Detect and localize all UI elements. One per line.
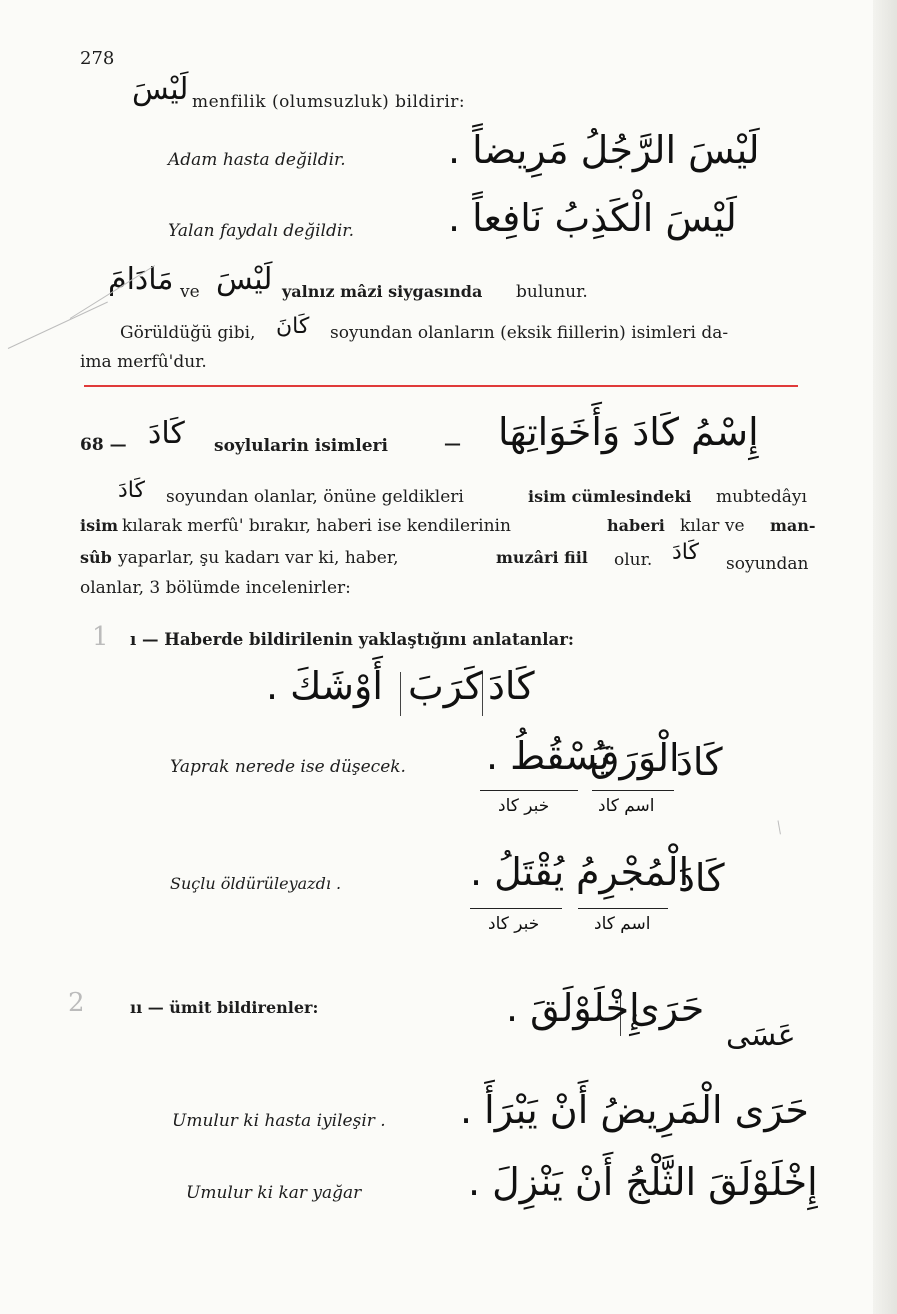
note-end: bulunur.: [516, 282, 588, 302]
sub1-ex1-noun-label: اسم كاد: [598, 796, 655, 816]
margin-mark-2: 2: [68, 988, 85, 1018]
para2-l3c: muzâri fiil: [496, 548, 588, 567]
para2-l2b: kılarak merfû' bırakır, haberi ise kendilerinin: [122, 516, 511, 536]
example-ar-1: لَيْسَ الرَّجُلُ مَرِيضاً .: [448, 128, 760, 172]
note-arabic-madame: مَادَامَ: [108, 262, 174, 297]
section-title: soylularin isimleri: [214, 436, 388, 456]
sub1-ex2-pred: يُقْتَلُ .: [470, 850, 565, 894]
para1-start: Görüldüğü gibi,: [120, 323, 256, 343]
para2-l3d: olur.: [614, 550, 653, 570]
red-underline: [84, 385, 798, 387]
sub2-ex1-ar: حَرَى الْمَرِيضُ أَنْ يَبْرَأَ .: [460, 1088, 809, 1132]
para2-l2c: haberi: [607, 516, 665, 535]
para1-middle: soyundan olanların (eksik fiillerin) isimleri da-: [330, 323, 729, 343]
pencil-tick: [778, 820, 781, 834]
para1-end: ima merfû'dur.: [80, 352, 207, 372]
sub1-ex1-pred-label: خبر كاد: [498, 796, 550, 816]
intro-text: menfilik (olumsuzluk) bildirir:: [192, 92, 466, 112]
section-dash: —: [444, 434, 461, 454]
para2-l3b: yaparlar, şu kadarı var ki, haber,: [118, 548, 399, 568]
section-arabic-title: إِسْمُ كَادَ وَأَخَوَاتِهَا: [498, 410, 759, 454]
para2-arabic-2: كَادَ: [672, 540, 699, 565]
divider: [400, 672, 401, 716]
para1-arabic: كَانَ: [276, 314, 310, 339]
example-tr-1: Adam hasta değildir.: [168, 150, 346, 170]
sub1-ex2-pred-label: خبر كاد: [488, 914, 540, 934]
para2-l2a: isim: [80, 516, 119, 535]
sub1-label: ı — Haberde bildirilenin yaklaştığını anlatanlar:: [130, 630, 575, 649]
example-tr-2: Yalan faydalı değildir.: [168, 221, 354, 241]
para2-l4: olanlar, 3 bölümde incelenirler:: [80, 578, 351, 598]
sub2-verb-ihlevleka: إِخْلَوْلَقَ .: [506, 986, 640, 1030]
intro-arabic: لَيْسَ: [132, 72, 189, 107]
para2-arabic-1: كَادَ: [118, 478, 145, 503]
para2-l2d: kılar ve: [680, 516, 745, 536]
section-arabic-kade: كَادَ: [148, 416, 185, 451]
underline-noun: [578, 908, 668, 909]
underline-noun: [592, 790, 674, 791]
sub1-ex2-verb: كَادَ: [678, 856, 725, 900]
para2-l2e: man-: [770, 516, 816, 535]
sub2-ex1-tr: Umulur ki hasta iyileşir .: [172, 1111, 386, 1131]
sub1-ex1-pred: يَسْقُطُ .: [486, 734, 610, 778]
sub2-verb-hara: حَرَى: [630, 986, 705, 1030]
example-ar-2: لَيْسَ الْكَذِبُ نَافِعاً .: [448, 196, 737, 240]
note-arabic-leyse: لَيْسَ: [216, 262, 273, 297]
underline-pred: [470, 908, 562, 909]
page-edge-shadow: [873, 0, 897, 1314]
para2-l1c: mubtedâyı: [716, 487, 807, 507]
note-bold: yalnız mâzi siygasında: [282, 282, 483, 301]
sub2-ex2-ar: إِخْلَوْلَقَ الثَّلْجُ أَنْ يَنْزِلَ .: [468, 1160, 818, 1204]
sub2-label: ıı — ümit bildirenler:: [130, 998, 319, 1017]
sub1-verb-kerebe: كَرَبَ: [408, 664, 483, 708]
sub2-ex2-tr: Umulur ki kar yağar: [186, 1183, 362, 1203]
page-number: 278: [80, 48, 115, 69]
para2-l1a: soyundan olanlar, önüne geldikleri: [166, 487, 464, 507]
pencil-stroke: [8, 302, 108, 349]
note-ve: ve: [180, 282, 200, 302]
sub1-ex2-noun: الْمُجْرِمُ: [576, 850, 690, 894]
underline-pred: [480, 790, 578, 791]
sub1-ex1-noun: الْوَرَقُ: [590, 736, 680, 780]
sub1-ex1-tr: Yaprak nerede ise düşecek.: [170, 757, 406, 777]
sub1-verb-evsheke: أَوْشَكَ .: [266, 664, 383, 708]
section-number: 68 —: [80, 435, 127, 455]
para2-l3e: soyundan: [726, 554, 809, 574]
sub1-ex2-tr: Suçlu öldürüleyazdı .: [170, 874, 342, 893]
margin-mark-1: 1: [92, 622, 109, 652]
sub2-verb-asa: عَسَى: [726, 1018, 796, 1053]
sub1-verb-kade: كَادَ: [488, 664, 535, 708]
para2-l1b: isim cümlesindeki: [528, 487, 692, 506]
sub1-ex1-verb: كَادَ: [676, 740, 723, 784]
sub1-ex2-noun-label: اسم كاد: [594, 914, 651, 934]
para2-l3a: sûb: [80, 548, 112, 567]
